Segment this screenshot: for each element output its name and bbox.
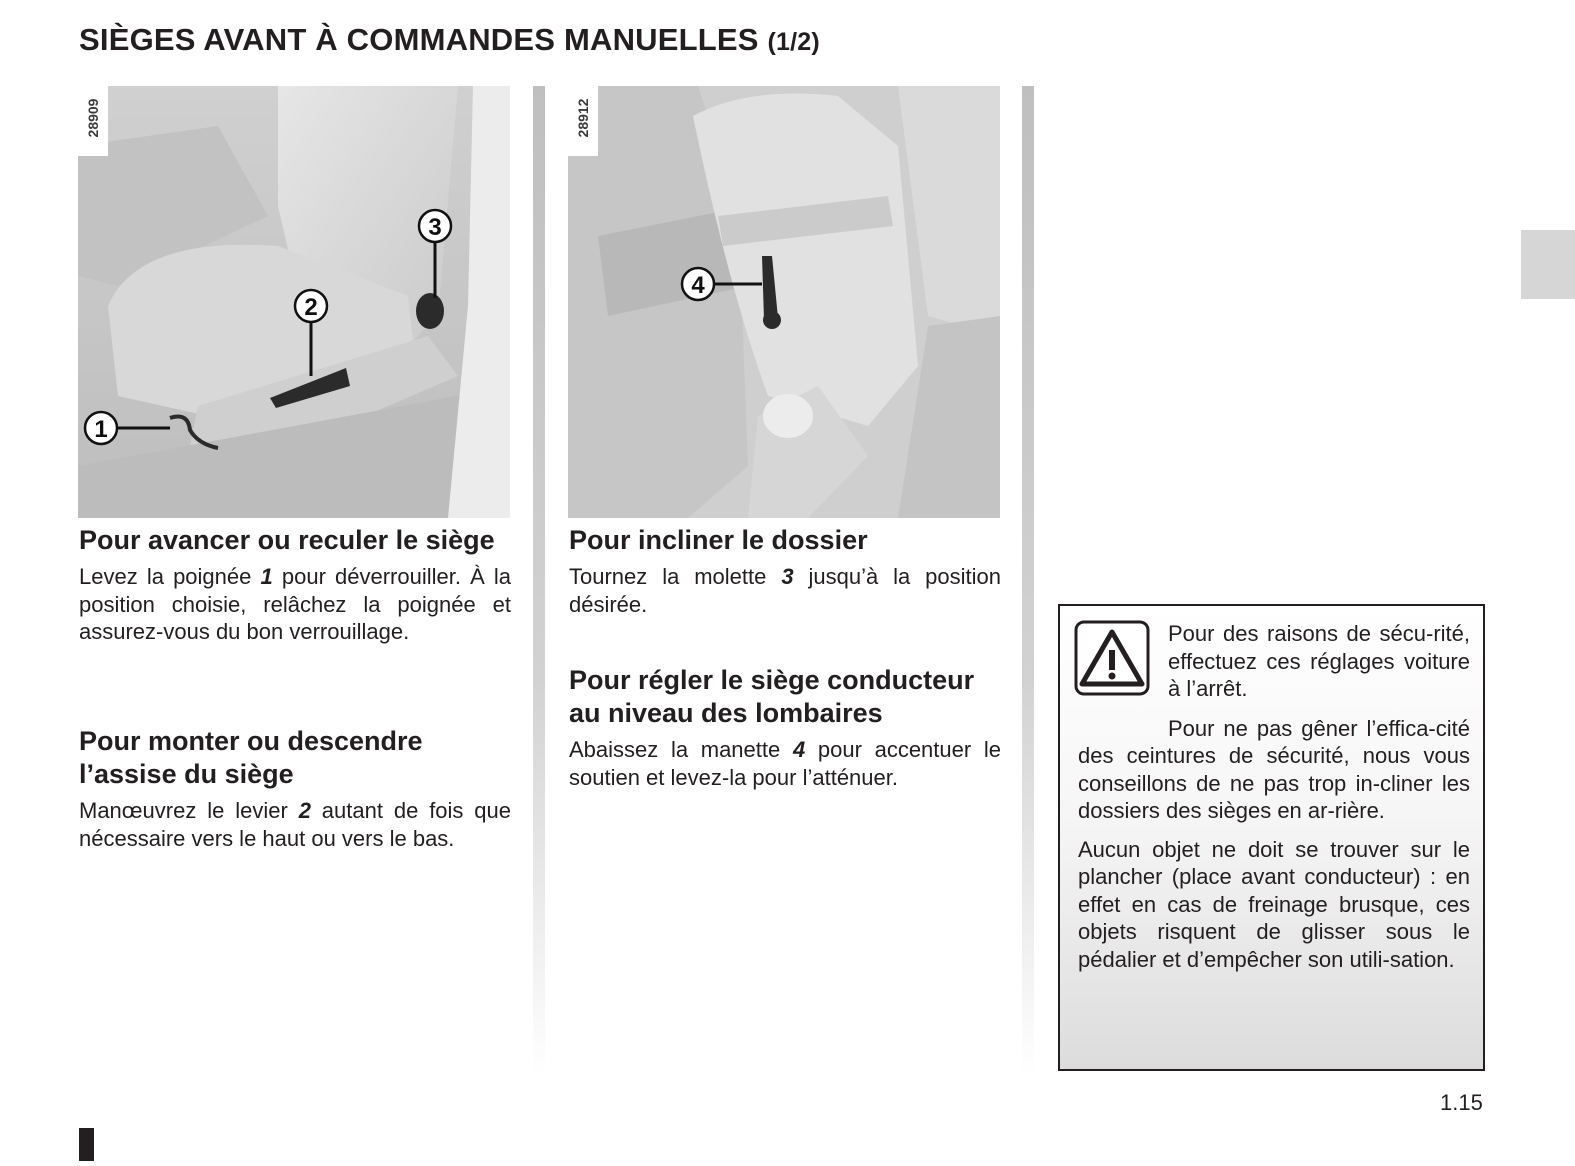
warning-box	[1058, 604, 1485, 1071]
page-title	[79, 22, 820, 58]
section-text: Tournez la molette 3 jusqu’à la position désirée.	[569, 564, 1001, 617]
column-separator-1	[533, 86, 545, 1076]
warning-paragraph-3: Aucun objet ne doit se trouver sur le plancher (place avant conducteur) : en effet en cas de freinage brusque, ces objets risquent de glisser sous le pédalier et d’empêcher son utili-sation.	[1078, 836, 1470, 972]
section-text: Abaissez la manette 4 pour accentuer le soutien et levez-la pour l’atténuer.	[569, 737, 1001, 790]
callout-badge-1	[85, 412, 117, 444]
warning-paragraph-2: Pour ne pas gêner l’effica-cité des ceintures de sécurité, nous vous conseillons de ne pas trop in-cliner les dossiers des sièges en ar-rière.	[1078, 715, 1470, 823]
title-part: (1/2)	[767, 28, 820, 56]
section-heading: Pour incliner le dossier	[569, 525, 868, 555]
section-forward-back	[79, 524, 511, 646]
section-text: Levez la poignée 1 pour déverrouiller. À la position choisie, relâchez la poignée et assurez-vous du bon verrouillage.	[79, 564, 512, 644]
page-number: 1.15	[1440, 1090, 1483, 1115]
seat-adjust-photo	[78, 86, 510, 518]
seat-side-illustration	[78, 86, 510, 518]
figure-ref-label: 28912	[568, 86, 598, 156]
section-heading: Pour avancer ou reculer le siège	[79, 525, 495, 555]
backrest-adjust-photo	[568, 86, 1000, 518]
callout-badge-4	[682, 268, 714, 300]
callout-badge-3	[419, 210, 451, 242]
section-heading: Pour monter ou descendre l’assise du siège	[79, 726, 423, 789]
title-main: SIÈGES AVANT À COMMANDES MANUELLES	[79, 22, 759, 57]
column-separator-2	[1022, 86, 1034, 1076]
warning-text	[1078, 620, 1470, 973]
section-lumbar	[569, 664, 1001, 791]
svg-text:1: 1	[94, 416, 108, 443]
callout-badge-2	[295, 290, 327, 322]
corner-mark	[79, 1128, 94, 1161]
svg-text:4: 4	[691, 272, 705, 299]
section-heading: Pour régler le siège conducteur au niveau des lombaires	[569, 665, 975, 728]
svg-text:3: 3	[428, 214, 442, 241]
backrest-illustration	[568, 86, 1000, 518]
svg-text:2: 2	[304, 294, 318, 321]
section-recline	[569, 524, 1001, 618]
warning-paragraph-1: Pour des raisons de sécu-rité, effectuez ces réglages voiture à l’arrêt.	[1168, 621, 1470, 701]
section-height	[79, 725, 511, 852]
section-text: Manœuvrez le levier 2 autant de fois que nécessaire vers le haut ou vers le bas.	[79, 798, 512, 851]
chapter-tab	[1521, 230, 1575, 299]
figure-ref-label: 28909	[78, 86, 108, 156]
